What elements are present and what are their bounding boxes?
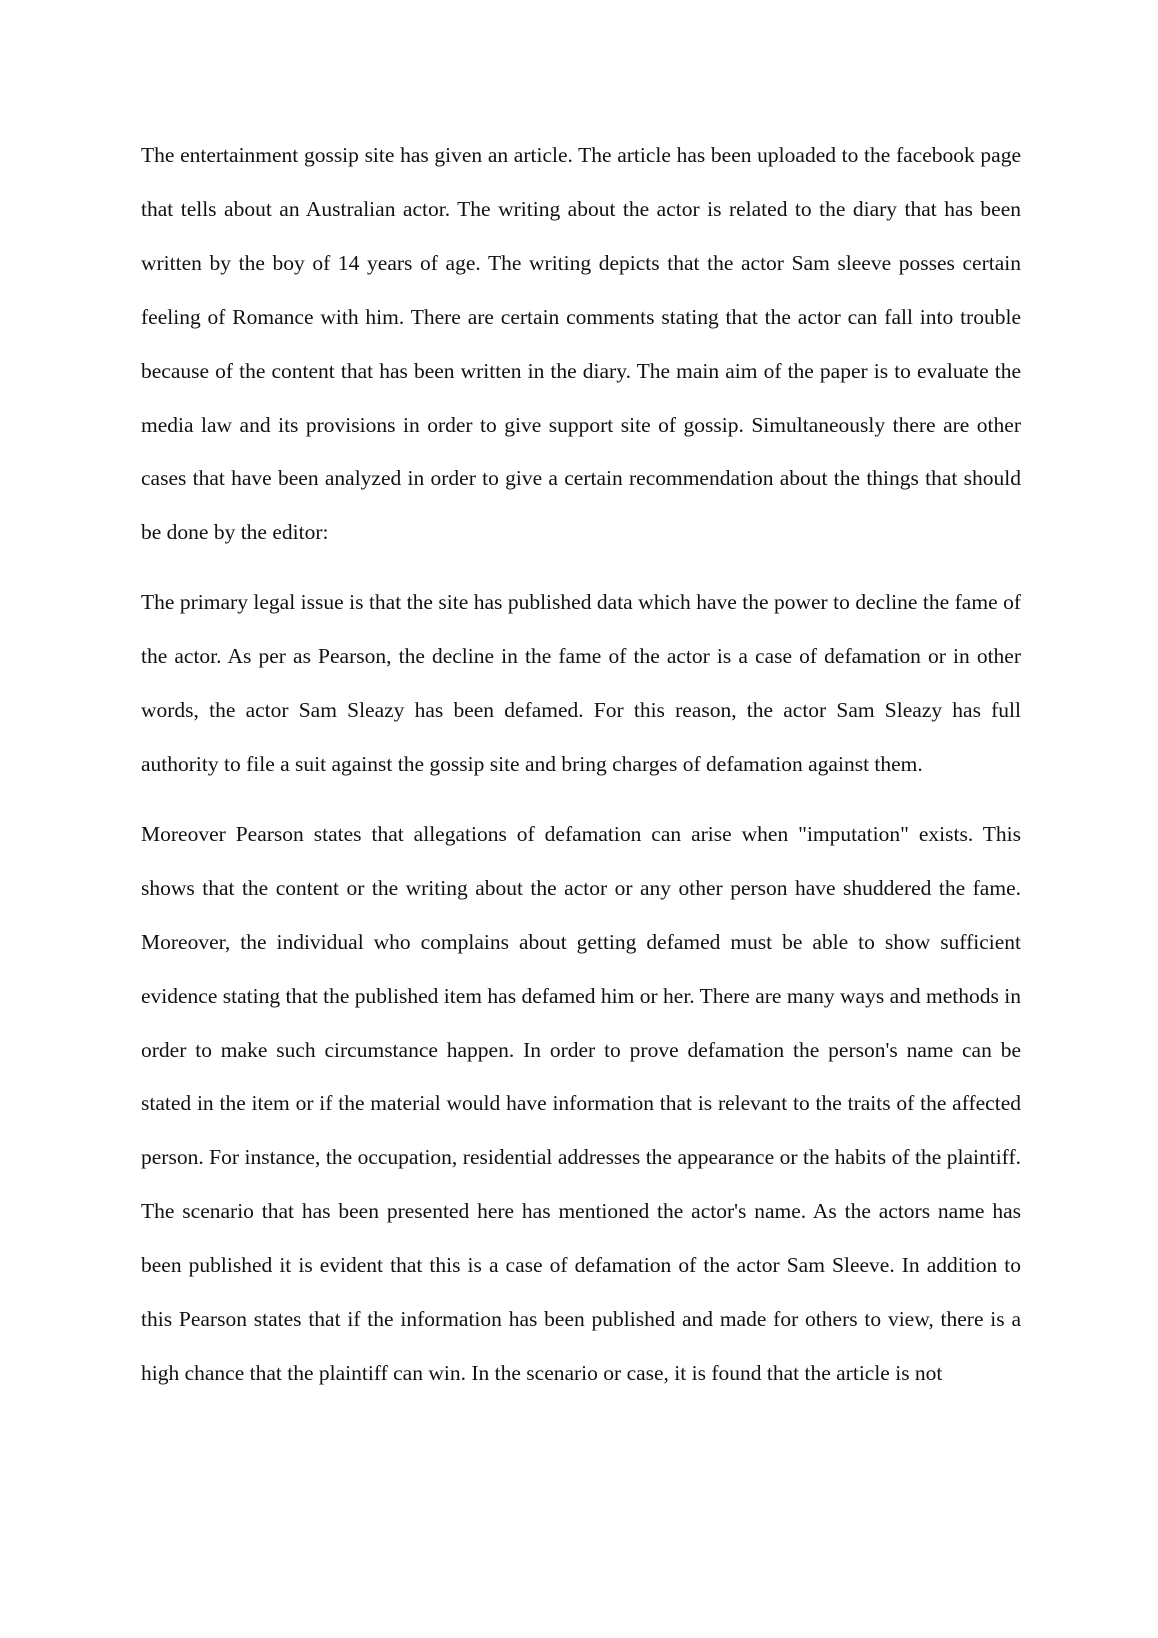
paragraph-legal-issue: The primary legal issue is that the site has published data which have the power to decline the fame of the actor. As per as Pearson, the decline in the fame of the actor is a case of defamation or in other words, the actor Sam Sleazy has been defamed. For this reason, the actor Sam Sleazy has full authority to file a suit against the gossip site and bring charges of defamation against them. — [141, 590, 1021, 776]
document-body — [141, 129, 1021, 1401]
paragraph-intro: The entertainment gossip site has given an article. The article has been uploaded to the facebook page that tells about an Australian actor. The writing about the actor is related to the diary that has been written by the boy of 14 years of age. The writing depicts that the actor Sam sleeve posses certain feeling of Romance with him. There are certain comments stating that the actor can fall into trouble because of the content that has been written in the diary. The main aim of the paper is to evaluate the media law and its provisions in order to give support site of gossip. Simultaneously there are other cases that have been analyzed in order to give a certain recommendation about the things that should be done by the editor: — [141, 143, 1021, 545]
paragraph-imputation: Moreover Pearson states that allegations of defamation can arise when "imputation" exists. This shows that the content or the writing about the actor or any other person have shuddered the fame. Moreover, the individual who complains about getting defamed must be able to show sufficient evidence stating that the published item has defamed him or her. There are many ways and methods in order to make such circumstance happen. In order to prove defamation the person's name can be stated in the item or if the material would have information that is relevant to the traits of the affected person. For instance, the occupation, residential addresses the appearance or the habits of the plaintiff. The scenario that has been presented here has mentioned the actor's name. As the actors name has been published it is evident that this is a case of defamation of the actor Sam Sleeve. In addition to this Pearson states that if the information has been published and made for others to view, there is a high chance that the plaintiff can win. In the scenario or case, it is found that the article is not — [141, 821, 1021, 1385]
